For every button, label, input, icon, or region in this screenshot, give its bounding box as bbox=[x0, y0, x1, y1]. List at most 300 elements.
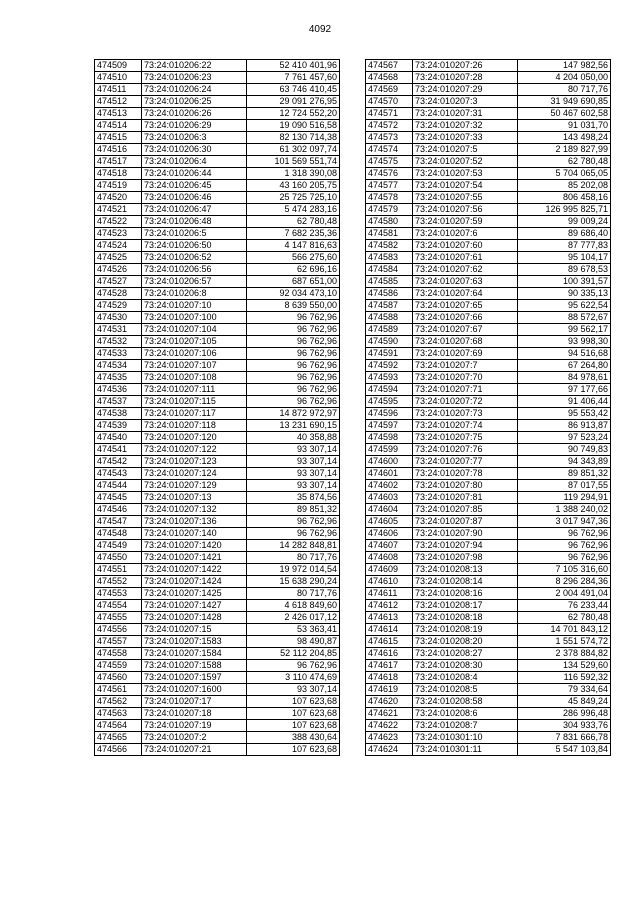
cadastral-value-cell: 143 498,24 bbox=[518, 132, 611, 144]
table-row bbox=[95, 408, 340, 420]
row-number-cell: 474533 bbox=[95, 348, 142, 360]
row-number-cell: 474561 bbox=[95, 684, 142, 696]
cadastral-number-cell: 73:24:010206:26 bbox=[142, 108, 247, 120]
cadastral-value-cell: 96 762,96 bbox=[247, 528, 340, 540]
cadastral-value-cell: 7 105 316,60 bbox=[518, 564, 611, 576]
row-number-cell: 474535 bbox=[95, 372, 142, 384]
table-row bbox=[366, 204, 611, 216]
table-row bbox=[95, 264, 340, 276]
table-row bbox=[95, 492, 340, 504]
row-number-cell: 474529 bbox=[95, 300, 142, 312]
table-row bbox=[366, 660, 611, 672]
table-row bbox=[95, 648, 340, 660]
row-number-cell: 474595 bbox=[366, 396, 413, 408]
cadastral-number-cell: 73:24:010207:111 bbox=[142, 384, 247, 396]
row-number-cell: 474618 bbox=[366, 672, 413, 684]
table-row bbox=[366, 636, 611, 648]
cadastral-value-cell: 8 296 284,36 bbox=[518, 576, 611, 588]
cadastral-number-cell: 73:24:010207:115 bbox=[142, 396, 247, 408]
cadastral-number-cell: 73:24:010207:28 bbox=[413, 72, 518, 84]
row-number-cell: 474560 bbox=[95, 672, 142, 684]
cadastral-number-cell: 73:24:010208:19 bbox=[413, 624, 518, 636]
cadastral-number-cell: 73:24:010207:1597 bbox=[142, 672, 247, 684]
cadastral-value-cell: 93 998,30 bbox=[518, 336, 611, 348]
cadastral-number-cell: 73:24:010208:17 bbox=[413, 600, 518, 612]
table-row bbox=[95, 708, 340, 720]
table-row bbox=[366, 600, 611, 612]
table-row bbox=[366, 444, 611, 456]
table-row bbox=[366, 252, 611, 264]
cadastral-number-cell: 73:24:010206:45 bbox=[142, 180, 247, 192]
table-row bbox=[95, 612, 340, 624]
cadastral-number-cell: 73:24:010206:52 bbox=[142, 252, 247, 264]
row-number-cell: 474578 bbox=[366, 192, 413, 204]
cadastral-value-cell: 1 388 240,02 bbox=[518, 504, 611, 516]
cadastral-number-cell: 73:24:010206:50 bbox=[142, 240, 247, 252]
cadastral-value-cell: 93 307,14 bbox=[247, 480, 340, 492]
table-row bbox=[366, 456, 611, 468]
cadastral-value-cell: 4 204 050,00 bbox=[518, 72, 611, 84]
row-number-cell: 474548 bbox=[95, 528, 142, 540]
cadastral-number-cell: 73:24:010207:21 bbox=[142, 744, 247, 756]
row-number-cell: 474624 bbox=[366, 744, 413, 756]
cadastral-value-cell: 14 872 972,97 bbox=[247, 408, 340, 420]
table-row bbox=[366, 300, 611, 312]
table-row bbox=[95, 156, 340, 168]
cadastral-value-cell: 90 749,83 bbox=[518, 444, 611, 456]
row-number-cell: 474522 bbox=[95, 216, 142, 228]
cadastral-value-cell: 96 762,96 bbox=[247, 312, 340, 324]
cadastral-number-cell: 73:24:010207:62 bbox=[413, 264, 518, 276]
row-number-cell: 474572 bbox=[366, 120, 413, 132]
table-row bbox=[95, 120, 340, 132]
row-number-cell: 474530 bbox=[95, 312, 142, 324]
cadastral-number-cell: 73:24:010207:140 bbox=[142, 528, 247, 540]
cadastral-number-cell: 73:24:010207:72 bbox=[413, 396, 518, 408]
cadastral-number-cell: 73:24:010206:44 bbox=[142, 168, 247, 180]
cadastral-number-cell: 73:24:010207:69 bbox=[413, 348, 518, 360]
table-row bbox=[95, 204, 340, 216]
cadastral-number-cell: 73:24:010207:31 bbox=[413, 108, 518, 120]
cadastral-number-cell: 73:24:010207:76 bbox=[413, 444, 518, 456]
cadastral-value-cell: 1 551 574,72 bbox=[518, 636, 611, 648]
row-number-cell: 474591 bbox=[366, 348, 413, 360]
row-number-cell: 474601 bbox=[366, 468, 413, 480]
row-number-cell: 474613 bbox=[366, 612, 413, 624]
row-number-cell: 474520 bbox=[95, 192, 142, 204]
cadastral-number-cell: 73:24:010207:7 bbox=[413, 360, 518, 372]
table-row bbox=[366, 372, 611, 384]
row-number-cell: 474554 bbox=[95, 600, 142, 612]
row-number-cell: 474594 bbox=[366, 384, 413, 396]
cadastral-number-cell: 73:24:010207:13 bbox=[142, 492, 247, 504]
row-number-cell: 474619 bbox=[366, 684, 413, 696]
table-row bbox=[366, 528, 611, 540]
cadastral-value-cell: 19 972 014,54 bbox=[247, 564, 340, 576]
row-number-cell: 474586 bbox=[366, 288, 413, 300]
cadastral-value-cell: 116 592,32 bbox=[518, 672, 611, 684]
row-number-cell: 474523 bbox=[95, 228, 142, 240]
table-row bbox=[95, 552, 340, 564]
cadastral-value-cell: 96 762,96 bbox=[247, 516, 340, 528]
page-number: 4092 bbox=[308, 24, 332, 35]
cadastral-number-cell: 73:24:010301:10 bbox=[413, 732, 518, 744]
table-row bbox=[366, 432, 611, 444]
row-number-cell: 474575 bbox=[366, 156, 413, 168]
cadastral-number-cell: 73:24:010207:54 bbox=[413, 180, 518, 192]
row-number-cell: 474603 bbox=[366, 492, 413, 504]
row-number-cell: 474614 bbox=[366, 624, 413, 636]
row-number-cell: 474589 bbox=[366, 324, 413, 336]
table-row bbox=[95, 108, 340, 120]
cadastral-number-cell: 73:24:010207:64 bbox=[413, 288, 518, 300]
cadastral-number-cell: 73:24:010207:71 bbox=[413, 384, 518, 396]
cadastral-number-cell: 73:24:010206:5 bbox=[142, 228, 247, 240]
table-row bbox=[366, 348, 611, 360]
cadastral-value-cell: 87 017,55 bbox=[518, 480, 611, 492]
cadastral-value-cell: 4 618 849,60 bbox=[247, 600, 340, 612]
cadastral-value-cell: 62 780,48 bbox=[518, 612, 611, 624]
cadastral-value-cell: 80 717,76 bbox=[518, 84, 611, 96]
cadastral-number-cell: 73:24:010208:6 bbox=[413, 708, 518, 720]
cadastral-value-cell: 40 358,88 bbox=[247, 432, 340, 444]
table-row bbox=[95, 192, 340, 204]
cadastral-value-cell: 89 851,32 bbox=[518, 468, 611, 480]
cadastral-value-cell: 67 264,80 bbox=[518, 360, 611, 372]
cadastral-number-cell: 73:24:010207:1583 bbox=[142, 636, 247, 648]
cadastral-number-cell: 73:24:010207:2 bbox=[142, 732, 247, 744]
row-number-cell: 474545 bbox=[95, 492, 142, 504]
cadastral-number-cell: 73:24:010206:24 bbox=[142, 84, 247, 96]
table-row bbox=[366, 216, 611, 228]
row-number-cell: 474541 bbox=[95, 444, 142, 456]
cadastral-number-cell: 73:24:010208:14 bbox=[413, 576, 518, 588]
row-number-cell: 474525 bbox=[95, 252, 142, 264]
cadastral-value-cell: 85 202,08 bbox=[518, 180, 611, 192]
cadastral-value-cell: 53 363,41 bbox=[247, 624, 340, 636]
cadastral-value-cell: 566 275,60 bbox=[247, 252, 340, 264]
row-number-cell: 474515 bbox=[95, 132, 142, 144]
cadastral-value-cell: 5 704 065,05 bbox=[518, 168, 611, 180]
cadastral-value-cell: 98 490,87 bbox=[247, 636, 340, 648]
table-row bbox=[95, 444, 340, 456]
table-row bbox=[366, 420, 611, 432]
table-row bbox=[95, 720, 340, 732]
cadastral-value-cell: 93 307,14 bbox=[247, 684, 340, 696]
row-number-cell: 474568 bbox=[366, 72, 413, 84]
cadastral-number-cell: 73:24:010207:1600 bbox=[142, 684, 247, 696]
cadastral-number-cell: 73:24:010207:120 bbox=[142, 432, 247, 444]
row-number-cell: 474579 bbox=[366, 204, 413, 216]
cadastral-value-cell: 92 034 473,10 bbox=[247, 288, 340, 300]
cadastral-number-cell: 73:24:010207:6 bbox=[413, 228, 518, 240]
table-row bbox=[366, 384, 611, 396]
row-number-cell: 474558 bbox=[95, 648, 142, 660]
table-row bbox=[366, 612, 611, 624]
cadastral-number-cell: 73:24:010207:55 bbox=[413, 192, 518, 204]
table-row bbox=[366, 84, 611, 96]
cadastral-value-cell: 286 996,48 bbox=[518, 708, 611, 720]
table-row bbox=[366, 504, 611, 516]
row-number-cell: 474567 bbox=[366, 60, 413, 72]
cadastral-value-cell: 94 516,68 bbox=[518, 348, 611, 360]
cadastral-value-cell: 91 406,44 bbox=[518, 396, 611, 408]
cadastral-number-cell: 73:24:010207:106 bbox=[142, 348, 247, 360]
cadastral-number-cell: 73:24:010207:1425 bbox=[142, 588, 247, 600]
cadastral-number-cell: 73:24:010208:27 bbox=[413, 648, 518, 660]
row-number-cell: 474606 bbox=[366, 528, 413, 540]
table-row bbox=[366, 288, 611, 300]
cadastral-value-cell: 304 933,76 bbox=[518, 720, 611, 732]
row-number-cell: 474516 bbox=[95, 144, 142, 156]
row-number-cell: 474620 bbox=[366, 696, 413, 708]
cadastral-number-cell: 73:24:010207:63 bbox=[413, 276, 518, 288]
cadastral-value-cell: 15 638 290,24 bbox=[247, 576, 340, 588]
row-number-cell: 474592 bbox=[366, 360, 413, 372]
table-row bbox=[95, 96, 340, 108]
table-row bbox=[366, 516, 611, 528]
cadastral-value-cell: 7 682 235,36 bbox=[247, 228, 340, 240]
table-row bbox=[366, 684, 611, 696]
row-number-cell: 474517 bbox=[95, 156, 142, 168]
cadastral-number-cell: 73:24:010207:29 bbox=[413, 84, 518, 96]
cadastral-value-cell: 7 761 457,60 bbox=[247, 72, 340, 84]
cadastral-value-cell: 84 978,61 bbox=[518, 372, 611, 384]
cadastral-number-cell: 73:24:010206:23 bbox=[142, 72, 247, 84]
table-row bbox=[366, 108, 611, 120]
row-number-cell: 474556 bbox=[95, 624, 142, 636]
row-number-cell: 474621 bbox=[366, 708, 413, 720]
row-number-cell: 474551 bbox=[95, 564, 142, 576]
cadastral-value-cell: 97 177,66 bbox=[518, 384, 611, 396]
cadastral-value-cell: 8 639 550,00 bbox=[247, 300, 340, 312]
row-number-cell: 474519 bbox=[95, 180, 142, 192]
table-row bbox=[366, 480, 611, 492]
row-number-cell: 474512 bbox=[95, 96, 142, 108]
row-number-cell: 474547 bbox=[95, 516, 142, 528]
table-row bbox=[95, 576, 340, 588]
row-number-cell: 474532 bbox=[95, 336, 142, 348]
cadastral-value-cell: 3 110 474,69 bbox=[247, 672, 340, 684]
cadastral-value-cell: 45 849,24 bbox=[518, 696, 611, 708]
cadastral-value-cell: 31 949 690,85 bbox=[518, 96, 611, 108]
table-row bbox=[366, 468, 611, 480]
cadastral-number-cell: 73:24:010207:61 bbox=[413, 252, 518, 264]
cadastral-number-cell: 73:24:010207:73 bbox=[413, 408, 518, 420]
table-row bbox=[95, 84, 340, 96]
cadastral-value-cell: 62 780,48 bbox=[247, 216, 340, 228]
cadastral-number-cell: 73:24:010207:107 bbox=[142, 360, 247, 372]
cadastral-value-cell: 43 160 205,75 bbox=[247, 180, 340, 192]
cadastral-number-cell: 73:24:010207:67 bbox=[413, 324, 518, 336]
cadastral-number-cell: 73:24:010206:46 bbox=[142, 192, 247, 204]
row-number-cell: 474524 bbox=[95, 240, 142, 252]
table-row bbox=[95, 300, 340, 312]
cadastral-value-cell: 91 031,70 bbox=[518, 120, 611, 132]
row-number-cell: 474585 bbox=[366, 276, 413, 288]
cadastral-value-cell: 80 717,76 bbox=[247, 588, 340, 600]
cadastral-number-cell: 73:24:010207:74 bbox=[413, 420, 518, 432]
cadastral-value-cell: 3 017 947,36 bbox=[518, 516, 611, 528]
cadastral-value-cell: 96 762,96 bbox=[247, 384, 340, 396]
table-row bbox=[366, 360, 611, 372]
table-row bbox=[95, 432, 340, 444]
row-number-cell: 474537 bbox=[95, 396, 142, 408]
row-number-cell: 474577 bbox=[366, 180, 413, 192]
cadastral-value-cell: 93 307,14 bbox=[247, 468, 340, 480]
row-number-cell: 474571 bbox=[366, 108, 413, 120]
table-row bbox=[366, 564, 611, 576]
cadastral-value-cell: 107 623,68 bbox=[247, 708, 340, 720]
row-number-cell: 474587 bbox=[366, 300, 413, 312]
cadastral-value-cell: 4 147 816,63 bbox=[247, 240, 340, 252]
cadastral-number-cell: 73:24:010207:75 bbox=[413, 432, 518, 444]
cadastral-value-cell: 96 762,96 bbox=[518, 528, 611, 540]
table-row bbox=[366, 732, 611, 744]
cadastral-number-cell: 73:24:010207:81 bbox=[413, 492, 518, 504]
cadastral-number-cell: 73:24:010207:15 bbox=[142, 624, 247, 636]
table-row bbox=[366, 672, 611, 684]
table-row bbox=[95, 588, 340, 600]
row-number-cell: 474536 bbox=[95, 384, 142, 396]
row-number-cell: 474623 bbox=[366, 732, 413, 744]
cadastral-number-cell: 73:24:010207:52 bbox=[413, 156, 518, 168]
table-row bbox=[95, 732, 340, 744]
row-number-cell: 474574 bbox=[366, 144, 413, 156]
table-row bbox=[95, 600, 340, 612]
cadastral-number-cell: 73:24:010206:57 bbox=[142, 276, 247, 288]
cadastral-number-cell: 73:24:010207:77 bbox=[413, 456, 518, 468]
row-number-cell: 474511 bbox=[95, 84, 142, 96]
cadastral-number-cell: 73:24:010208:30 bbox=[413, 660, 518, 672]
table-row bbox=[95, 540, 340, 552]
cadastral-number-cell: 73:24:010207:122 bbox=[142, 444, 247, 456]
cadastral-value-cell: 90 335,13 bbox=[518, 288, 611, 300]
cadastral-value-cell: 94 343,89 bbox=[518, 456, 611, 468]
cadastral-number-cell: 73:24:010207:32 bbox=[413, 120, 518, 132]
table-row bbox=[95, 312, 340, 324]
cadastral-value-cell: 96 762,96 bbox=[247, 396, 340, 408]
cadastral-value-cell: 96 762,96 bbox=[247, 660, 340, 672]
cadastral-number-cell: 73:24:010207:123 bbox=[142, 456, 247, 468]
row-number-cell: 474509 bbox=[95, 60, 142, 72]
row-number-cell: 474588 bbox=[366, 312, 413, 324]
cadastral-number-cell: 73:24:010206:4 bbox=[142, 156, 247, 168]
cadastral-number-cell: 73:24:010206:3 bbox=[142, 132, 247, 144]
row-number-cell: 474513 bbox=[95, 108, 142, 120]
cadastral-value-cell: 107 623,68 bbox=[247, 720, 340, 732]
row-number-cell: 474569 bbox=[366, 84, 413, 96]
row-number-cell: 474531 bbox=[95, 324, 142, 336]
cadastral-number-cell: 73:24:010207:105 bbox=[142, 336, 247, 348]
cadastral-value-cell: 2 189 827,99 bbox=[518, 144, 611, 156]
table-row bbox=[95, 276, 340, 288]
table-row bbox=[366, 324, 611, 336]
cadastral-number-cell: 73:24:010207:80 bbox=[413, 480, 518, 492]
cadastral-number-cell: 73:24:010207:108 bbox=[142, 372, 247, 384]
cadastral-number-cell: 73:24:010207:1427 bbox=[142, 600, 247, 612]
cadastral-number-cell: 73:24:010206:8 bbox=[142, 288, 247, 300]
cadastral-number-cell: 73:24:010207:59 bbox=[413, 216, 518, 228]
cadastral-value-cell: 63 746 410,45 bbox=[247, 84, 340, 96]
row-number-cell: 474583 bbox=[366, 252, 413, 264]
registry-table-right bbox=[365, 59, 611, 756]
cadastral-number-cell: 73:24:010207:10 bbox=[142, 300, 247, 312]
cadastral-value-cell: 5 474 283,16 bbox=[247, 204, 340, 216]
row-number-cell: 474562 bbox=[95, 696, 142, 708]
row-number-cell: 474528 bbox=[95, 288, 142, 300]
row-number-cell: 474608 bbox=[366, 552, 413, 564]
cadastral-value-cell: 61 302 097,74 bbox=[247, 144, 340, 156]
row-number-cell: 474582 bbox=[366, 240, 413, 252]
cadastral-value-cell: 388 430,64 bbox=[247, 732, 340, 744]
table-row bbox=[366, 588, 611, 600]
table-row bbox=[366, 408, 611, 420]
cadastral-number-cell: 73:24:010208:20 bbox=[413, 636, 518, 648]
cadastral-value-cell: 80 717,76 bbox=[247, 552, 340, 564]
registry-table-right-body bbox=[366, 60, 611, 756]
cadastral-number-cell: 73:24:010207:136 bbox=[142, 516, 247, 528]
table-row bbox=[95, 672, 340, 684]
row-number-cell: 474542 bbox=[95, 456, 142, 468]
row-number-cell: 474543 bbox=[95, 468, 142, 480]
row-number-cell: 474540 bbox=[95, 432, 142, 444]
table-row bbox=[95, 252, 340, 264]
table-row bbox=[95, 636, 340, 648]
cadastral-value-cell: 89 678,53 bbox=[518, 264, 611, 276]
row-number-cell: 474570 bbox=[366, 96, 413, 108]
row-number-cell: 474610 bbox=[366, 576, 413, 588]
table-row bbox=[95, 684, 340, 696]
row-number-cell: 474580 bbox=[366, 216, 413, 228]
table-row bbox=[95, 168, 340, 180]
row-number-cell: 474573 bbox=[366, 132, 413, 144]
cadastral-number-cell: 73:24:010207:1420 bbox=[142, 540, 247, 552]
table-row bbox=[95, 228, 340, 240]
table-row bbox=[366, 192, 611, 204]
cadastral-value-cell: 126 995 825,71 bbox=[518, 204, 611, 216]
cadastral-value-cell: 7 831 666,78 bbox=[518, 732, 611, 744]
table-row bbox=[366, 264, 611, 276]
cadastral-number-cell: 73:24:010207:78 bbox=[413, 468, 518, 480]
row-number-cell: 474549 bbox=[95, 540, 142, 552]
cadastral-value-cell: 96 762,96 bbox=[247, 372, 340, 384]
cadastral-value-cell: 76 233,44 bbox=[518, 600, 611, 612]
cadastral-value-cell: 52 410 401,96 bbox=[247, 60, 340, 72]
row-number-cell: 474576 bbox=[366, 168, 413, 180]
cadastral-number-cell: 73:24:010207:124 bbox=[142, 468, 247, 480]
row-number-cell: 474565 bbox=[95, 732, 142, 744]
row-number-cell: 474612 bbox=[366, 600, 413, 612]
cadastral-number-cell: 73:24:010207:53 bbox=[413, 168, 518, 180]
table-row bbox=[366, 552, 611, 564]
row-number-cell: 474616 bbox=[366, 648, 413, 660]
cadastral-value-cell: 87 777,83 bbox=[518, 240, 611, 252]
cadastral-number-cell: 73:24:010207:33 bbox=[413, 132, 518, 144]
cadastral-number-cell: 73:24:010207:85 bbox=[413, 504, 518, 516]
cadastral-value-cell: 95 622,54 bbox=[518, 300, 611, 312]
cadastral-value-cell: 88 572,67 bbox=[518, 312, 611, 324]
table-row bbox=[366, 708, 611, 720]
cadastral-number-cell: 73:24:010208:7 bbox=[413, 720, 518, 732]
table-row bbox=[95, 324, 340, 336]
cadastral-number-cell: 73:24:010206:30 bbox=[142, 144, 247, 156]
row-number-cell: 474615 bbox=[366, 636, 413, 648]
row-number-cell: 474605 bbox=[366, 516, 413, 528]
row-number-cell: 474602 bbox=[366, 480, 413, 492]
cadastral-number-cell: 73:24:010206:48 bbox=[142, 216, 247, 228]
cadastral-number-cell: 73:24:010207:118 bbox=[142, 420, 247, 432]
